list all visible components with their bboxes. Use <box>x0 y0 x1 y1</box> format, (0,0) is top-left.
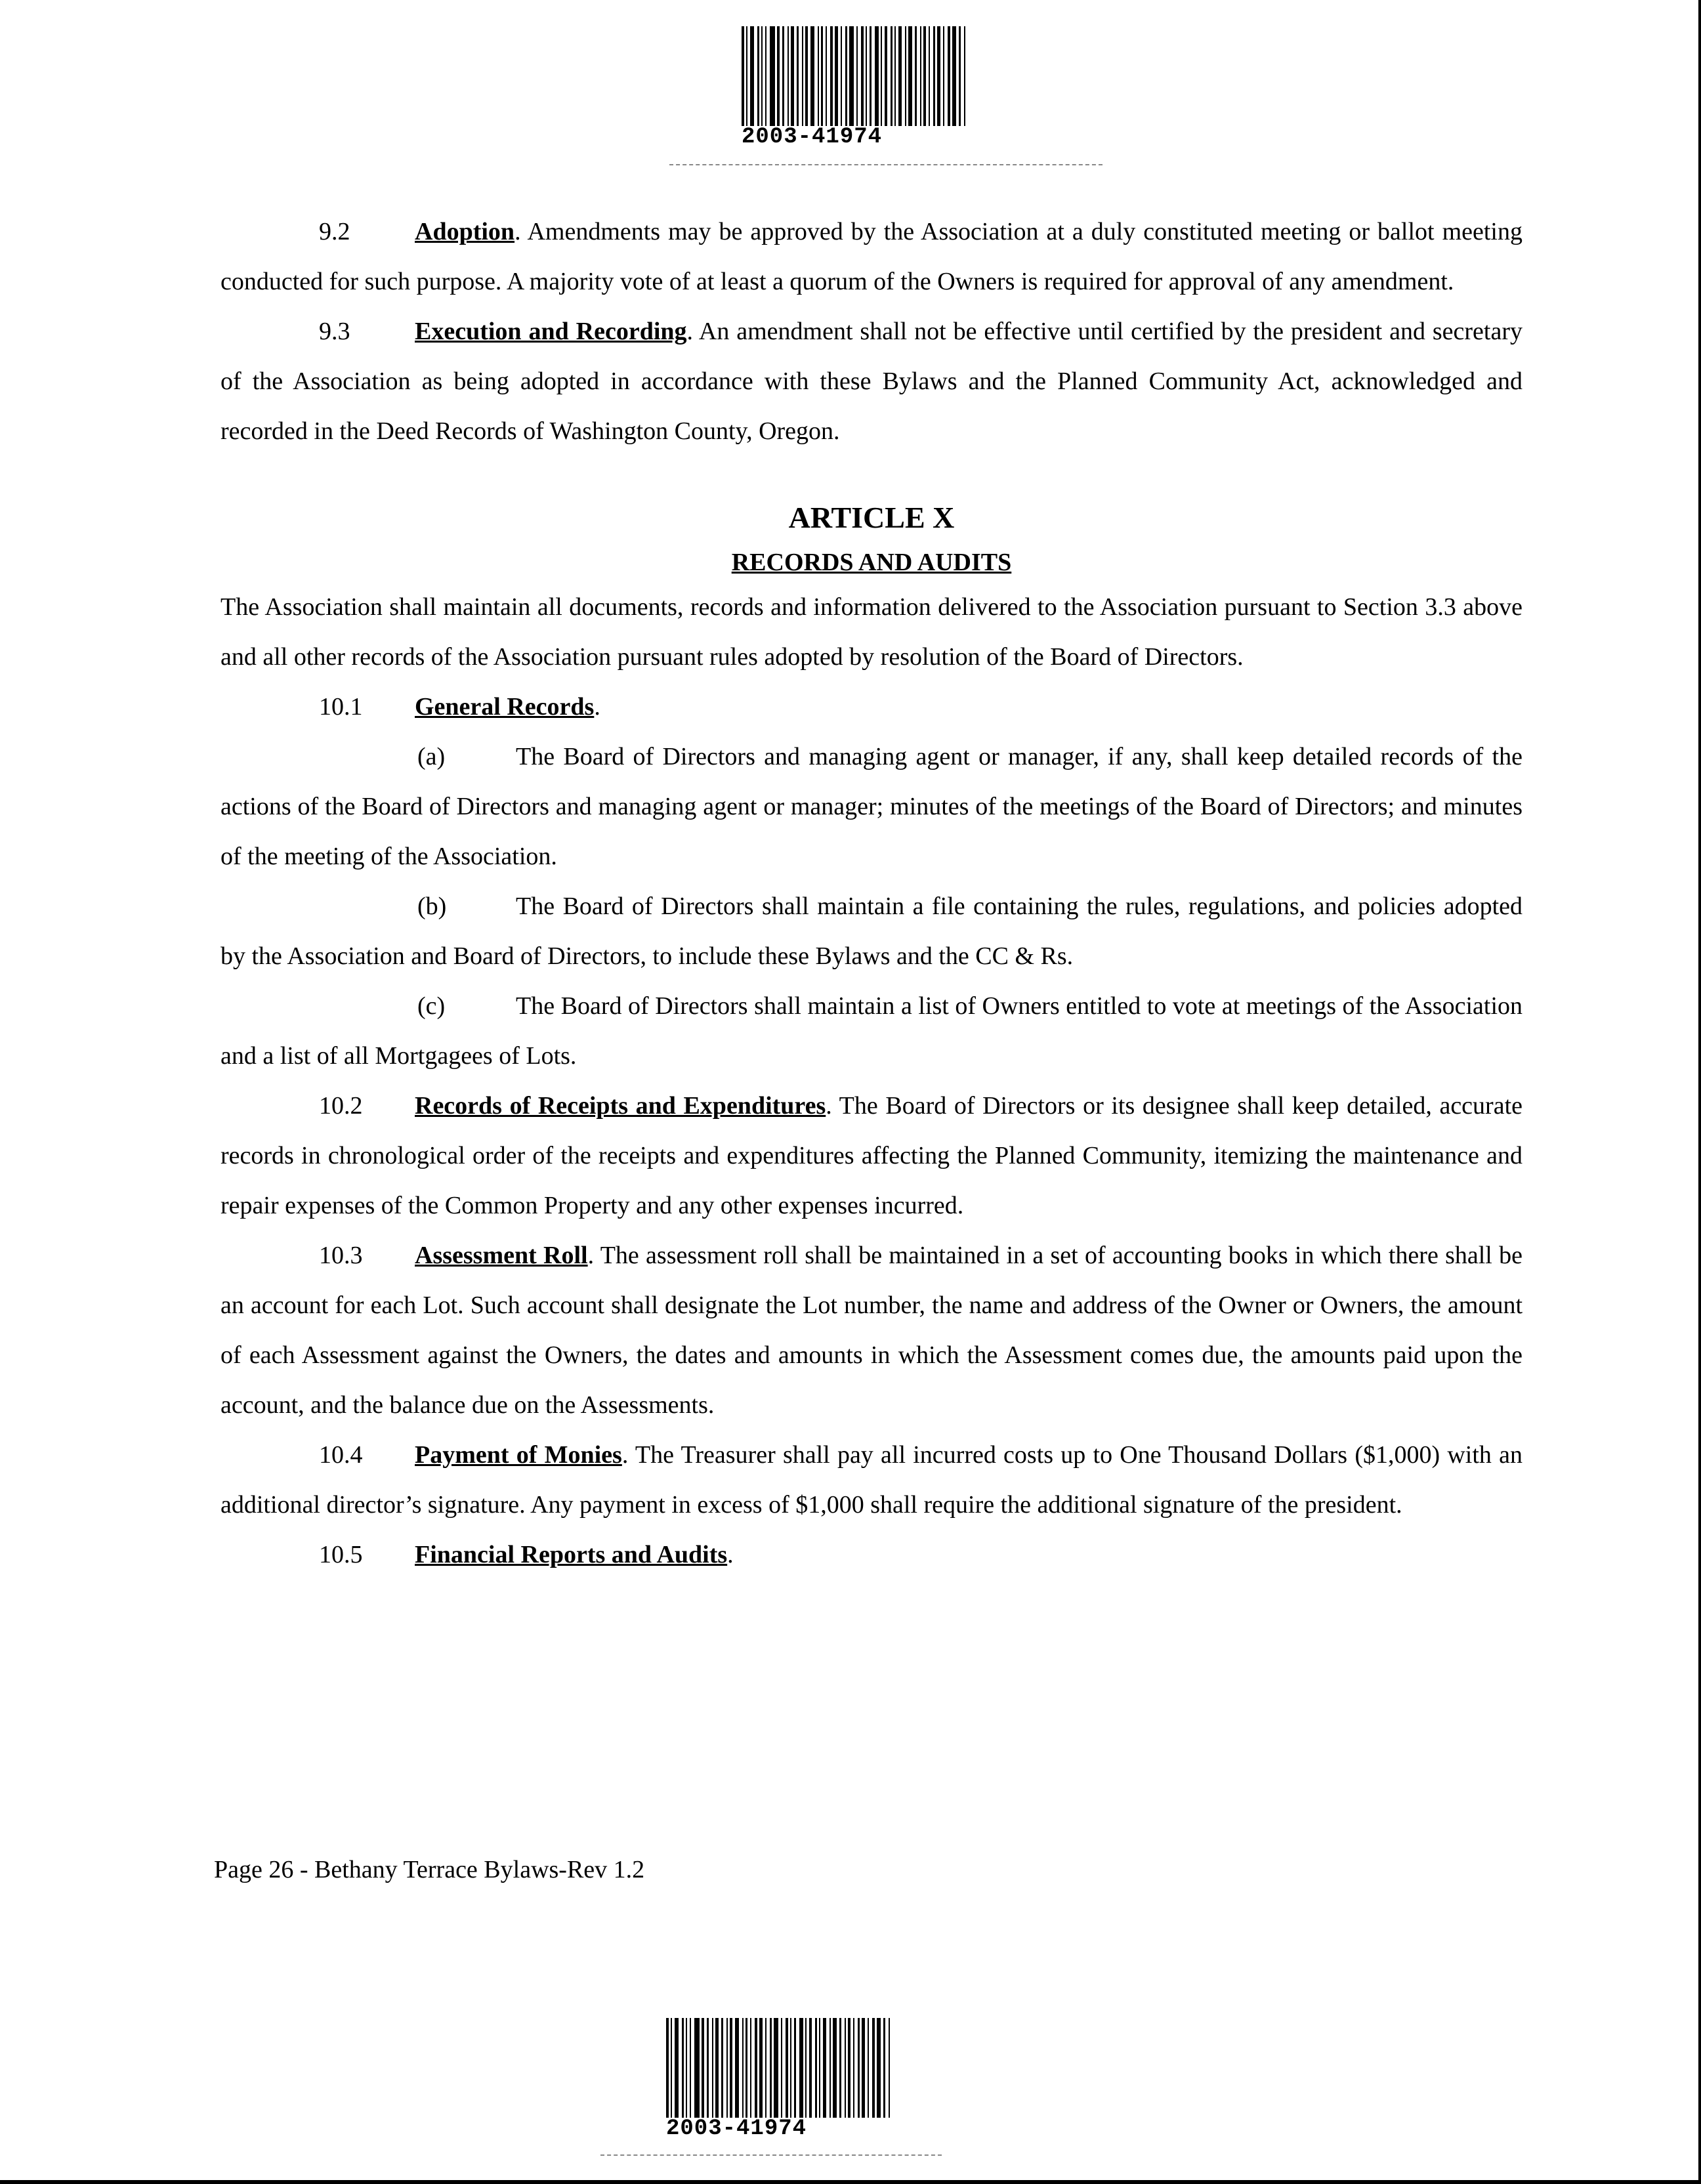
barcode-bar <box>923 26 926 126</box>
barcode-bar <box>849 26 854 126</box>
barcode-bar <box>735 2018 739 2118</box>
section-number: 10.5 <box>319 1541 363 1568</box>
barcode-top-label: 2003-41974 <box>742 125 883 150</box>
section-number: 10.4 <box>319 1441 363 1469</box>
barcode-bar <box>861 26 864 126</box>
barcode-bar <box>682 2018 684 2118</box>
barcode-bar <box>839 2018 841 2118</box>
barcode-bar <box>920 26 921 126</box>
barcode-bar <box>856 26 858 126</box>
barcode-bar <box>805 2018 807 2118</box>
barcode-bar <box>862 2018 865 2118</box>
barcode-bar <box>746 26 747 126</box>
barcode-top <box>742 26 1036 126</box>
barcode-bar <box>948 26 950 126</box>
section-number: 10.3 <box>319 1242 363 1269</box>
barcode-bar <box>894 26 896 126</box>
barcode-bar <box>853 2018 854 2118</box>
page-border-right <box>1698 0 1701 2184</box>
barcode-bar <box>891 26 892 126</box>
subsection-10-1-c <box>220 981 1522 1081</box>
barcode-bar <box>959 26 961 126</box>
barcode-bar <box>870 26 872 126</box>
barcode-bar <box>707 2018 709 2118</box>
barcode-bar <box>875 26 879 126</box>
barcode-bar <box>826 26 827 126</box>
barcode-bar <box>929 26 930 126</box>
section-text: . <box>594 693 600 721</box>
subsection-text: The Board of Directors and managing agent or manager, if any, shall keep detailed records of the actions of the Board of Directors and managing agent or manager; minutes of the meetings of the Board of Directors; and minutes of the meeting of the Association. <box>220 743 1522 870</box>
subsection-10-1-b <box>220 881 1522 981</box>
barcode-bar <box>858 2018 860 2118</box>
article-subtitle: RECORDS AND AUDITS <box>731 549 1012 576</box>
barcode-bar <box>905 26 906 126</box>
barcode-bar <box>933 26 935 126</box>
barcode-bar <box>702 2018 704 2118</box>
section-10-3 <box>220 1230 1522 1430</box>
barcode-bar <box>797 26 799 126</box>
barcode-bar <box>835 26 838 126</box>
barcode-bar <box>788 26 789 126</box>
barcode-bar <box>815 2018 817 2118</box>
barcode-top-rule <box>669 164 1102 165</box>
barcode-bar <box>742 26 744 126</box>
barcode-bar <box>746 2018 747 2118</box>
barcode-bar <box>845 26 847 126</box>
barcode-bar <box>686 2018 687 2118</box>
barcode-bar <box>845 2018 846 2118</box>
barcode-bar <box>675 2018 679 2118</box>
barcode-bar <box>721 2018 723 2118</box>
barcode-bar <box>841 26 842 126</box>
document-body <box>220 207 1522 1580</box>
barcode-bar <box>786 2018 788 2118</box>
barcode-bar <box>866 26 867 126</box>
subsection-label: (b) <box>417 892 447 920</box>
barcode-bar <box>885 26 887 126</box>
barcode-bar <box>809 2018 812 2118</box>
barcode-bar <box>755 2018 757 2118</box>
barcode-bar <box>819 2018 820 2118</box>
section-number: 10.1 <box>319 693 363 721</box>
barcode-bar <box>823 2018 826 2118</box>
barcode-bar <box>794 2018 796 2118</box>
subsection-label: (a) <box>417 743 446 770</box>
barcode-bar <box>774 2018 778 2118</box>
barcode-bar <box>750 2018 751 2118</box>
barcode-bar <box>937 26 940 126</box>
subsection-text: The Board of Directors shall maintain a file containing the rules, regulations, and policies adopted by the Association and Board of Directors, to include these Bylaws and the CC & Rs. <box>220 892 1522 970</box>
section-number: 9.2 <box>319 218 350 245</box>
barcode-bar <box>868 2018 869 2118</box>
barcode-bar <box>712 2018 713 2118</box>
barcode-bar <box>770 26 775 126</box>
page-border-bottom <box>0 2180 1701 2184</box>
barcode-bar <box>889 2018 890 2118</box>
barcode-bar <box>943 26 944 126</box>
section-heading: Adoption <box>415 218 515 245</box>
section-number: 10.2 <box>319 1092 363 1120</box>
barcode-bar <box>872 2018 875 2118</box>
barcode-bar <box>782 26 784 126</box>
barcode-bar <box>833 2018 837 2118</box>
barcode-bar <box>777 26 780 126</box>
barcode-bar <box>881 26 882 126</box>
section-heading: Execution and Recording <box>415 318 687 345</box>
barcode-bottom <box>666 2018 960 2118</box>
section-text: . <box>727 1541 734 1568</box>
barcode-bar <box>770 2018 772 2118</box>
barcode-bar <box>715 2018 719 2118</box>
barcode-bar <box>790 2018 791 2118</box>
barcode-bar <box>830 26 833 126</box>
barcode-bar <box>964 26 965 126</box>
section-9-2 <box>220 207 1522 306</box>
barcode-bar <box>821 26 823 126</box>
barcode-bar <box>805 26 808 126</box>
section-heading: Payment of Monies <box>415 1441 622 1469</box>
barcode-bar <box>898 26 902 126</box>
barcode-bar <box>694 2018 700 2118</box>
barcode-bottom-label: 2003-41974 <box>666 2116 807 2141</box>
section-heading: Records of Receipts and Expenditures <box>415 1092 826 1120</box>
barcode-bar <box>781 2018 782 2118</box>
section-heading: Financial Reports and Audits <box>415 1541 728 1568</box>
subsection-text: The Board of Directors shall maintain a list of Owners entitled to vote at meetings of the Association and a list of all Mortgagees of Lots. <box>220 992 1522 1070</box>
barcode-bar <box>690 2018 691 2118</box>
subsection-label: (c) <box>417 992 446 1020</box>
barcode-bar <box>848 2018 850 2118</box>
barcode-bar <box>742 2018 744 2118</box>
barcode-bar <box>666 2018 669 2118</box>
barcode-bar <box>830 2018 831 2118</box>
barcode-bar <box>818 26 819 126</box>
section-9-3 <box>220 306 1522 456</box>
barcode-bar <box>759 2018 763 2118</box>
barcode-bar <box>765 26 766 126</box>
barcode-bar <box>791 26 794 126</box>
section-text: . The Board of Directors or its designee shall keep detailed, accurate records in chronological order of the receipts and expenditures affecting the Planned Community, itemizing the maintenance and repair expenses of the Common Property and any other expenses incurred. <box>220 1092 1522 1219</box>
barcode-bar <box>750 26 754 126</box>
barcode-bar <box>799 2018 803 2118</box>
barcode-bar <box>883 2018 885 2118</box>
section-text: . The assessment roll shall be maintained in a set of accounting books in which there shall be an account for each Lot. Such account shall designate the Lot number, the name and address of the Owner or Owners, the amount of each Assessment against the Owners, the dates and amounts in which the Assessment comes due, the amounts paid upon the account, and the balance due on the Assessments. <box>220 1242 1523 1419</box>
section-heading: General Records <box>415 693 595 721</box>
subsection-10-1-a <box>220 732 1522 881</box>
barcode-bar <box>908 26 912 126</box>
barcode-bar <box>757 26 759 126</box>
section-text: . Amendments may be approved by the Association at a duly constituted meeting or ballot meeting conducted for such purpose. A majority vote of at least a quorum of the Owners is required for approval of any amendment. <box>220 218 1522 295</box>
section-10-1 <box>220 682 1522 732</box>
section-10-2 <box>220 1081 1522 1230</box>
barcode-bar <box>726 2018 728 2118</box>
barcode-bar <box>730 2018 732 2118</box>
page-footer: Page 26 - Bethany Terrace Bylaws-Rev 1.2 <box>214 1856 645 1883</box>
barcode-bar <box>671 2018 672 2118</box>
barcode-bar <box>761 26 763 126</box>
barcode-bar <box>952 26 956 126</box>
barcode-bar <box>810 26 814 126</box>
article-intro: The Association shall maintain all documents, records and information delivered to the Association pursuant to Section 3.3 above and all other records of the Association pursuant rules adopted by resolution of the Board of Directors. <box>220 593 1522 671</box>
section-10-5 <box>220 1530 1522 1580</box>
section-text: . The Treasurer shall pay all incurred costs up to One Thousand Dollars ($1,000) with an additional director’s signature. Any payment in excess of $1,000 shall require the additional signature of the president. <box>220 1441 1522 1519</box>
barcode-bar <box>877 2018 881 2118</box>
barcode-bar <box>802 26 803 126</box>
section-text: . An amendment shall not be effective until certified by the president and secretary of the Association as being adopted in accordance with these Bylaws and the Planned Community Act, acknowledged and recorded in the Deed Records of Washington County, Oregon. <box>220 318 1522 445</box>
barcode-bar <box>915 26 917 126</box>
section-heading: Assessment Roll <box>415 1242 588 1269</box>
section-number: 9.3 <box>319 318 350 345</box>
barcode-bar <box>765 2018 766 2118</box>
article-title: ARTICLE X <box>788 501 955 534</box>
barcode-bottom-rule <box>600 2154 942 2156</box>
section-10-4 <box>220 1430 1522 1530</box>
